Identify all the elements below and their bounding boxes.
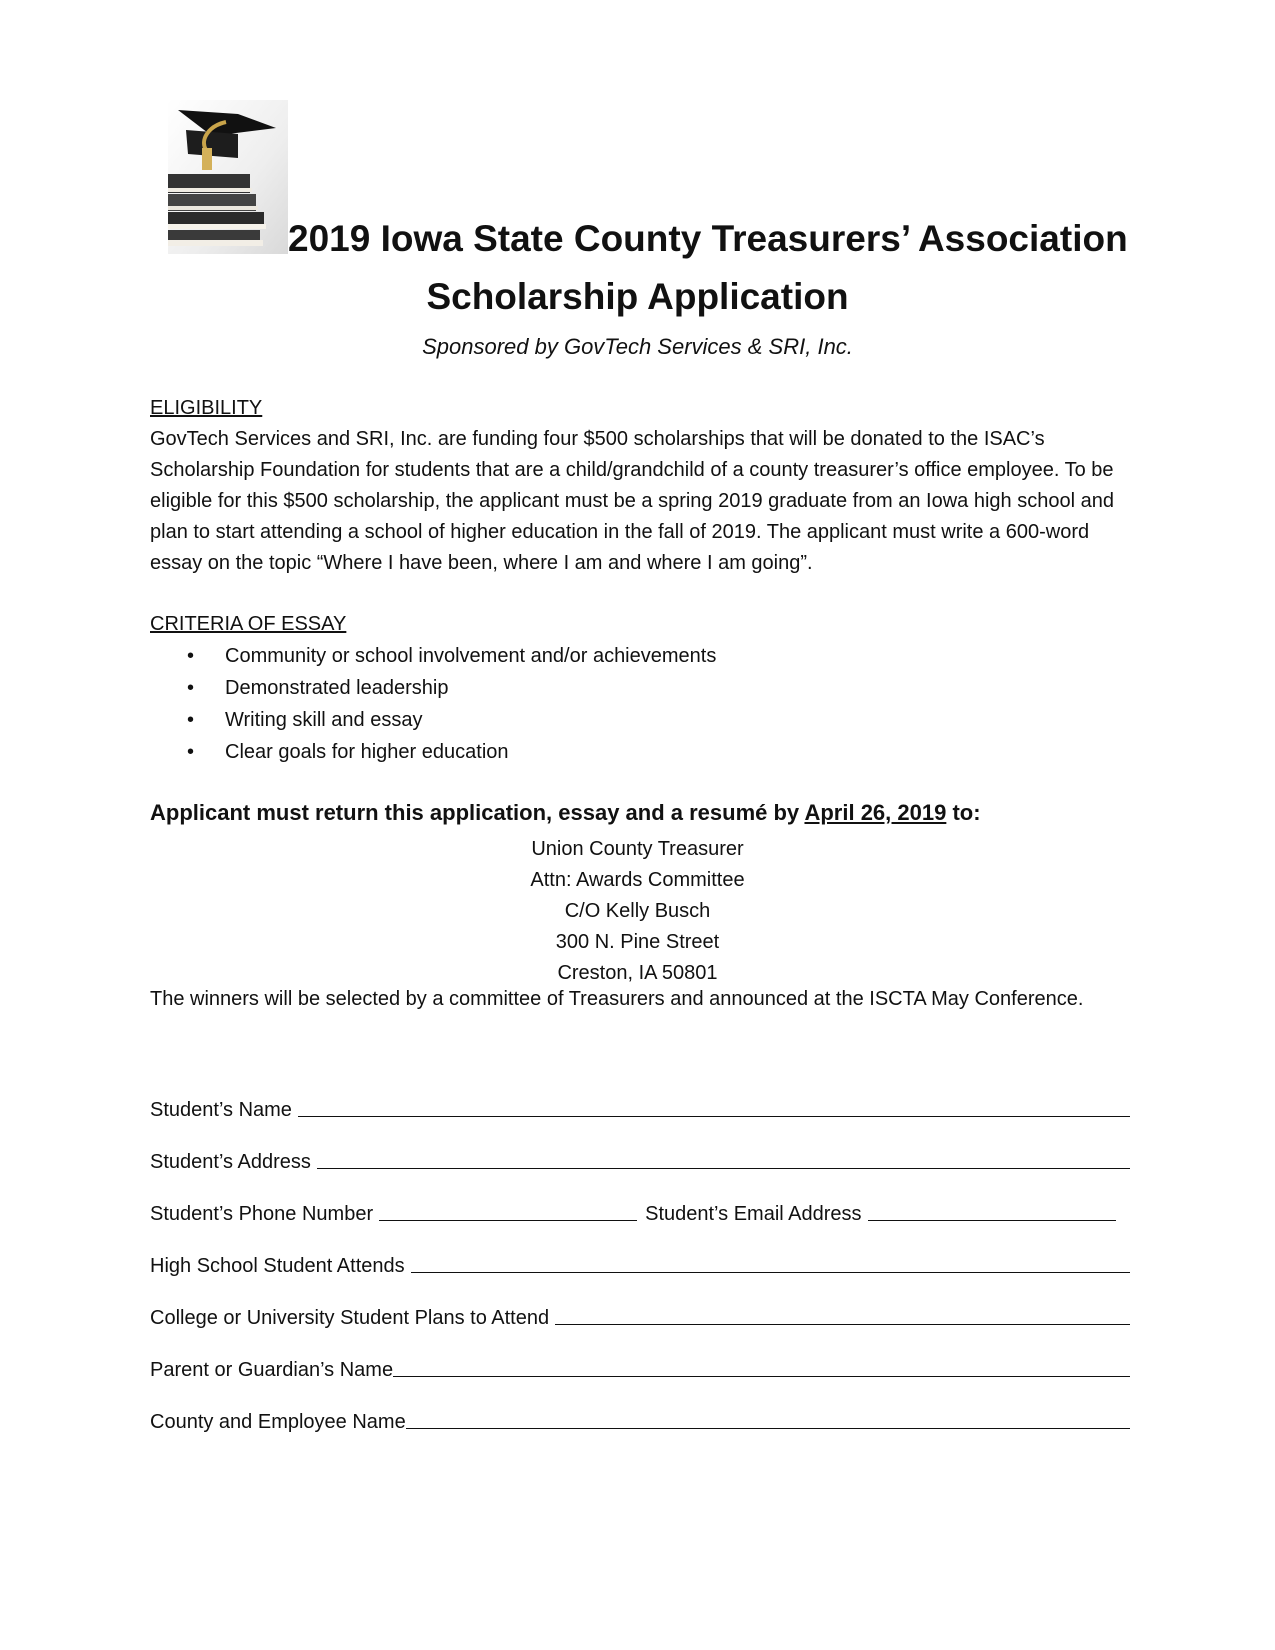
student-name-field[interactable] (298, 1115, 1130, 1117)
high-school-label: High School Student Attends (150, 1255, 405, 1277)
form-row-contact (150, 1174, 1130, 1226)
list-item: • Demonstrated leadership (225, 672, 1130, 704)
form-row-county-employee (150, 1382, 1130, 1434)
address-line: Creston, IA 50801 (557, 962, 718, 984)
list-item: • Clear goals for higher education (225, 736, 1130, 768)
student-phone-field[interactable] (379, 1219, 637, 1221)
criteria-heading: CRITERIA OF ESSAY (150, 613, 347, 635)
guardian-name-field[interactable] (393, 1375, 1130, 1377)
criteria-section (150, 609, 1130, 768)
return-instructions (150, 800, 981, 826)
list-item: • Writing skill and essay (225, 704, 1130, 736)
return-suffix: to: (946, 800, 981, 825)
list-item: • Community or school involvement and/or achievements (225, 640, 1130, 672)
high-school-field[interactable] (411, 1271, 1130, 1273)
document-title-line2: Scholarship Application (426, 276, 849, 317)
address-line: 300 N. Pine Street (555, 931, 720, 953)
mailing-address (0, 834, 1275, 989)
student-phone-label: Student’s Phone Number (150, 1203, 374, 1225)
address-line: Union County Treasurer (531, 838, 744, 860)
guardian-name-label: Parent or Guardian’s Name (150, 1359, 394, 1381)
criteria-list (150, 640, 1130, 768)
form-row-guardian (150, 1330, 1130, 1382)
eligibility-section (150, 393, 1130, 579)
student-address-label: Student’s Address (150, 1151, 311, 1173)
form-row-college (150, 1278, 1130, 1330)
deadline-date: April 26, 2019 (804, 800, 947, 825)
return-prefix: Applicant must return this application, essay and a resumé by (150, 800, 805, 825)
county-employee-field[interactable] (406, 1427, 1130, 1429)
address-line: C/O Kelly Busch (564, 900, 711, 922)
eligibility-text: GovTech Services and SRI, Inc. are funding four $500 scholarships that will be donated to the ISAC’s Scholarship Foundation for students that are a child/grandchild of a county treasurer’s office employee. To be eligible for this $500 scholarship, the applicant must be a spring 2019 graduate from an Iowa high school and plan to start attending a school of higher education in the fall of 2019. The applicant must write a 600-word essay on the topic “Where I have been, where I am and where I am going”. (150, 428, 1114, 574)
student-email-field[interactable] (868, 1219, 1116, 1221)
graduation-cap-books-logo (168, 100, 288, 254)
student-address-field[interactable] (317, 1167, 1130, 1169)
college-field[interactable] (555, 1323, 1130, 1325)
student-name-label: Student’s Name (150, 1099, 292, 1121)
form-row-student-address (150, 1122, 1130, 1174)
application-form (150, 1070, 1130, 1434)
form-row-student-name (150, 1070, 1130, 1122)
winners-note: The winners will be selected by a committee of Treasurers and announced at the ISCTA May Conference. (150, 988, 1084, 1010)
student-email-label: Student’s Email Address (645, 1203, 862, 1225)
county-employee-label: County and Employee Name (150, 1411, 406, 1433)
college-label: College or University Student Plans to Attend (150, 1307, 550, 1329)
document-title: 2019 Iowa State County Treasurers’ Association (288, 218, 1128, 259)
sponsor-subtitle: Sponsored by GovTech Services & SRI, Inc. (422, 334, 853, 359)
eligibility-heading: ELIGIBILITY (150, 397, 263, 419)
form-row-high-school (150, 1226, 1130, 1278)
address-line: Attn: Awards Committee (530, 869, 745, 891)
